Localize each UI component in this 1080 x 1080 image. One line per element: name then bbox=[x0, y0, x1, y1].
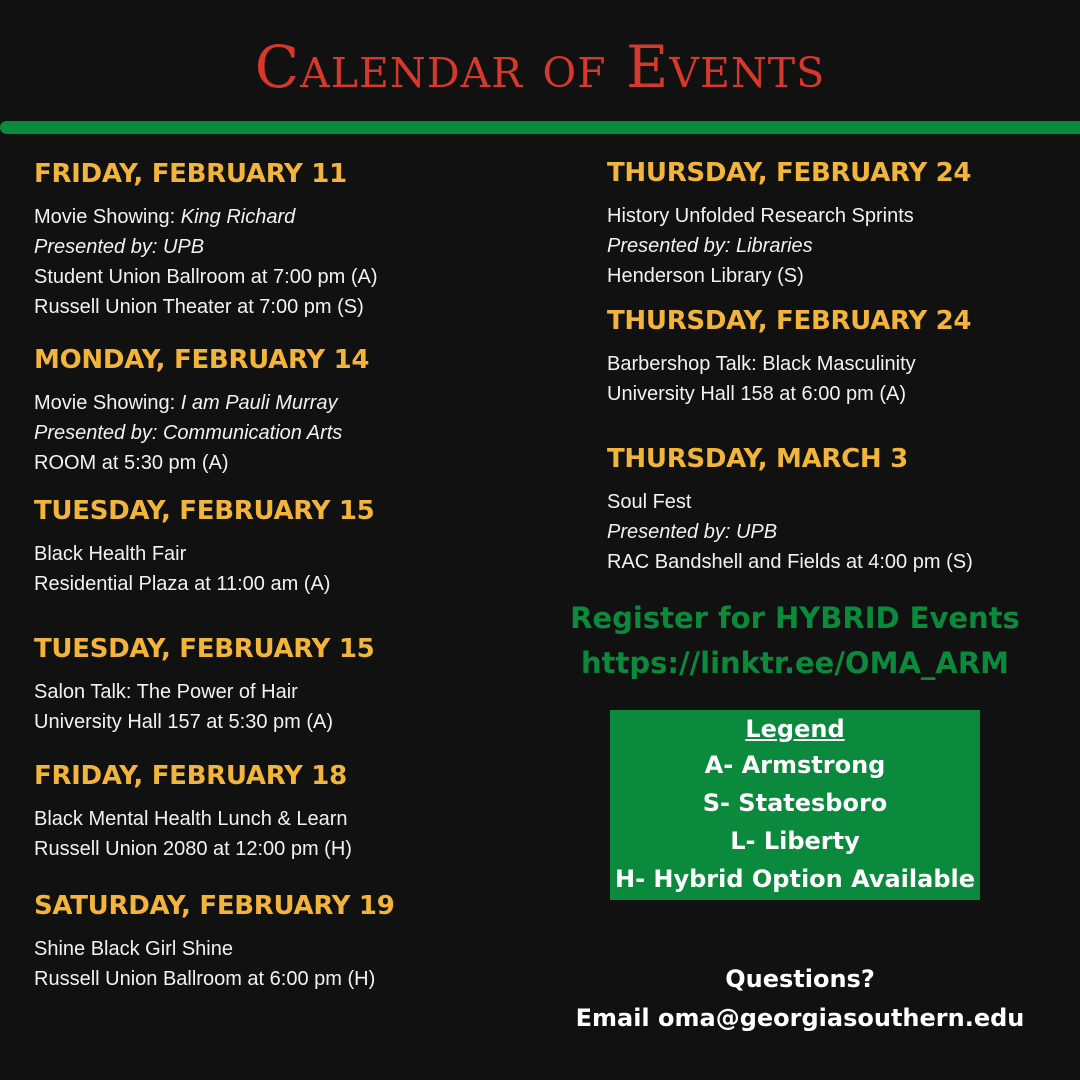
legend-item-statesboro: S- Statesboro bbox=[702, 789, 888, 817]
event-location: ROOM at 5:30 pm (A) bbox=[34, 452, 229, 474]
event-presenter: Presented by: UPB bbox=[607, 521, 778, 543]
title-divider bbox=[0, 121, 1080, 134]
event-heading: THURSDAY, FEBRUARY 24 bbox=[607, 158, 972, 188]
event-fri-feb-18 bbox=[34, 760, 352, 864]
event-location: Student Union Ballroom at 7:00 pm (A) bbox=[34, 266, 378, 288]
page-title: Calendar of Events bbox=[254, 33, 826, 101]
register-heading: Register for HYBRID Events bbox=[570, 601, 1020, 635]
register-callout bbox=[540, 596, 1050, 686]
event-heading: THURSDAY, MARCH 3 bbox=[607, 444, 908, 474]
event-location: Russell Union 2080 at 12:00 pm (H) bbox=[34, 838, 352, 860]
event-location: University Hall 158 at 6:00 pm (A) bbox=[607, 383, 907, 405]
event-thu-feb-24-history bbox=[607, 157, 971, 291]
event-line: Shine Black Girl Shine bbox=[34, 938, 233, 960]
legend-item-liberty: L- Liberty bbox=[730, 827, 860, 855]
event-mon-feb-14 bbox=[34, 344, 369, 478]
event-line: Movie Showing: King Richard bbox=[34, 206, 296, 228]
event-line: Soul Fest bbox=[607, 491, 692, 513]
event-heading: TUESDAY, FEBRUARY 15 bbox=[34, 496, 375, 526]
event-line: History Unfolded Research Sprints bbox=[607, 205, 914, 227]
event-location: Henderson Library (S) bbox=[607, 265, 804, 287]
event-line: Movie Showing: I am Pauli Murray bbox=[34, 392, 338, 414]
event-heading: MONDAY, FEBRUARY 14 bbox=[34, 345, 370, 375]
event-fri-feb-11 bbox=[34, 158, 378, 322]
event-line: Black Health Fair bbox=[34, 543, 187, 565]
event-tue-feb-15-salon-talk bbox=[34, 633, 374, 737]
event-location: Russell Union Theater at 7:00 pm (S) bbox=[34, 296, 364, 318]
questions-heading: Questions? bbox=[725, 965, 875, 993]
event-heading: THURSDAY, FEBRUARY 24 bbox=[607, 306, 972, 336]
contact-email[interactable]: Email oma@georgiasouthern.edu bbox=[575, 1004, 1025, 1032]
legend-item-hybrid: H- Hybrid Option Available bbox=[614, 865, 975, 893]
event-presenter: Presented by: UPB bbox=[34, 236, 205, 258]
event-line: Barbershop Talk: Black Masculinity bbox=[607, 353, 916, 375]
event-line: Black Mental Health Lunch & Learn bbox=[34, 808, 348, 830]
legend-title: Legend bbox=[745, 715, 845, 743]
event-location: Russell Union Ballroom at 6:00 pm (H) bbox=[34, 968, 376, 990]
event-presenter: Presented by: Communication Arts bbox=[34, 422, 343, 444]
event-heading: SATURDAY, FEBRUARY 19 bbox=[34, 891, 395, 921]
event-location: Residential Plaza at 11:00 am (A) bbox=[34, 573, 331, 595]
event-sat-feb-19 bbox=[34, 890, 395, 994]
event-thu-mar-3 bbox=[607, 443, 973, 577]
legend-box bbox=[610, 710, 980, 900]
legend-item-armstrong: A- Armstrong bbox=[704, 751, 886, 779]
event-location: University Hall 157 at 5:30 pm (A) bbox=[34, 711, 334, 733]
event-heading: FRIDAY, FEBRUARY 11 bbox=[34, 159, 347, 189]
event-heading: TUESDAY, FEBRUARY 15 bbox=[34, 634, 375, 664]
event-location: RAC Bandshell and Fields at 4:00 pm (S) bbox=[607, 551, 973, 573]
event-tue-feb-15-health-fair bbox=[34, 495, 374, 599]
event-heading: FRIDAY, FEBRUARY 18 bbox=[34, 761, 347, 791]
event-presenter: Presented by: Libraries bbox=[607, 235, 813, 257]
questions-contact bbox=[545, 960, 1055, 1038]
event-line: Salon Talk: The Power of Hair bbox=[34, 681, 298, 703]
register-link[interactable]: https://linktr.ee/OMA_ARM bbox=[580, 646, 1010, 680]
event-thu-feb-24-barbershop bbox=[607, 305, 971, 409]
